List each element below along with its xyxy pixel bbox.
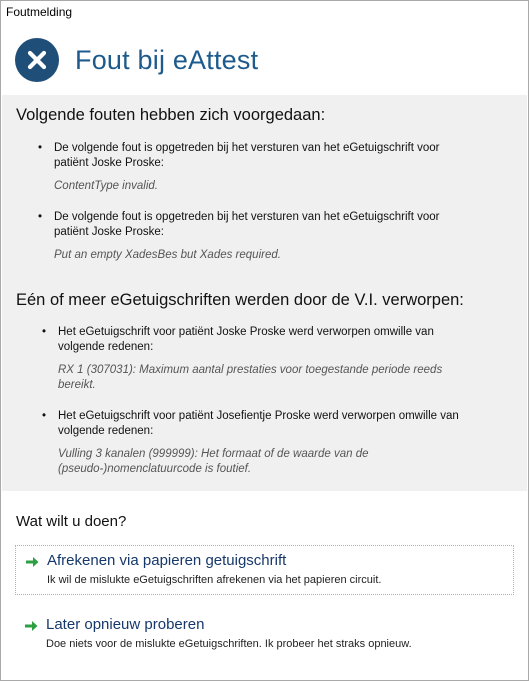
- pay-via-paper-option[interactable]: [15, 545, 514, 595]
- green-arrow-icon: [24, 554, 40, 570]
- dialog-header: [15, 37, 514, 83]
- rejected-item: • Het eGetuigschrift voor patiënt Joske Proske werd verworpen omwille van volgende redenen: RX 1 (307031): Maximum aantal prestaties voor toegestande periode reeds bereikt.: [42, 326, 443, 391]
- question-label: Wat wilt u doen?: [16, 513, 127, 530]
- error-reason: ContentType invalid.: [54, 180, 158, 192]
- bullet-icon: •: [42, 326, 47, 338]
- error-item: • De volgende fout is opgetreden bij het versturen van het eGetuigschrift voor patiënt Joske Proske: ContentType invalid.: [38, 142, 440, 192]
- rejected-item: • Het eGetuigschrift voor patiënt Josefientje Proske werd verworpen omwille van volgende redenen: Vulling 3 kanalen (999999): Het formaat of de waarde van de (pseudo-)nomenclatuurcode is foutief.: [42, 410, 459, 475]
- retry-later-option[interactable]: [15, 610, 514, 660]
- option-description: Ik wil de mislukte eGetuigschriften afrekenen via het papieren circuit.: [47, 574, 382, 586]
- window-title: Foutmelding: [6, 5, 73, 19]
- bullet-icon: •: [38, 211, 43, 223]
- option-description: Doe niets voor de mislukte eGetuigschriften. Ik probeer het straks opnieuw.: [46, 638, 412, 650]
- option-title: Afrekenen via papieren getuigschrift: [47, 552, 287, 569]
- error-reason: Put an empty XadesBes but Xades required.: [54, 249, 281, 261]
- dialog-title: Fout bij eAttest: [75, 44, 259, 75]
- option-title: Later opnieuw proberen: [46, 616, 205, 633]
- bullet-icon: •: [42, 410, 47, 422]
- rejected-heading: Eén of meer eGetuigschriften werden door de V.I. verworpen:: [16, 291, 464, 309]
- error-item: • De volgende fout is opgetreden bij het versturen van het eGetuigschrift voor patiënt Joske Proske: Put an empty XadesBes but Xades required.: [38, 211, 440, 261]
- rejection-reason: RX 1 (307031): Maximum aantal prestaties voor toegestande periode reeds bereikt.: [58, 364, 443, 391]
- error-x-icon: [15, 38, 59, 82]
- bullet-icon: •: [38, 142, 43, 154]
- errors-heading: Volgende fouten hebben zich voorgedaan:: [16, 106, 326, 124]
- green-arrow-icon: [23, 618, 39, 634]
- error-details-panel: [2, 95, 527, 491]
- rejection-reason: Vulling 3 kanalen (999999): Het formaat of de waarde van de (pseudo-)nomenclatuurcode is foutief.: [58, 448, 369, 475]
